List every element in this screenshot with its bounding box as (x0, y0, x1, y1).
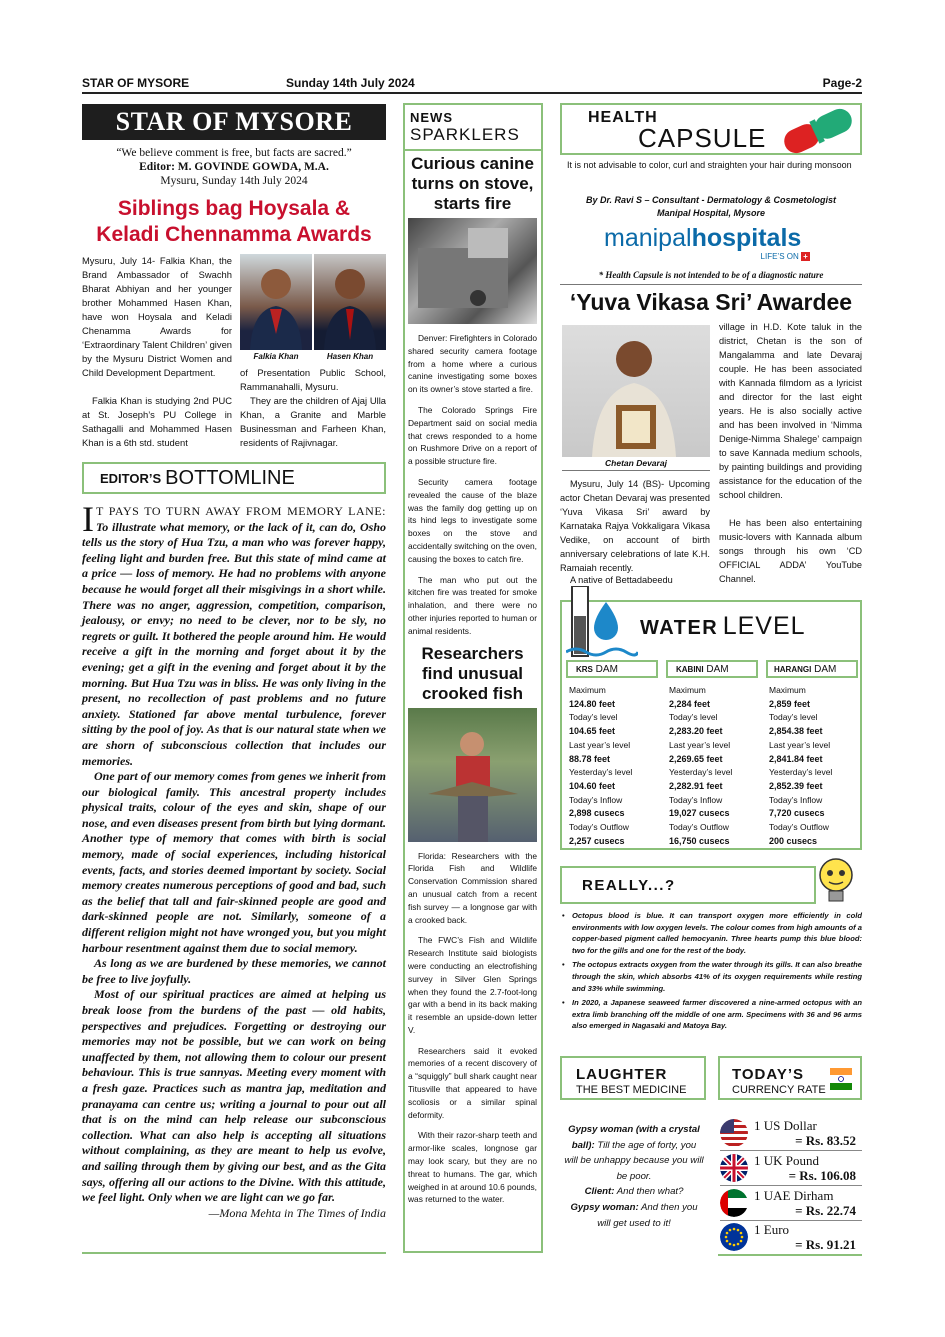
kabini-label-lastyear: Last year’s level (669, 739, 731, 750)
krs-label-inflow: Today’s Inflow (569, 794, 623, 805)
logo-tag-text: LIFE’S ON (760, 252, 799, 261)
yuva-headline: ‘Yuva Vikasa Sri’ Awardee (569, 289, 853, 315)
kabini-readings (669, 684, 759, 848)
harangi-label-inflow: Today’s Inflow (769, 794, 823, 805)
siblings-text-d: They are the children of Ajaj Ulla Khan, a Granite and Marble Businessman and Farheen Khan, residents of Rajivnagar. (240, 395, 386, 448)
header-rule (82, 92, 862, 94)
pill-capsule-icon (776, 107, 860, 155)
paper-name: STAR OF MYSORE (82, 76, 190, 90)
dateline: Mysuru, Sunday 14th July 2024 (160, 175, 308, 187)
harangi-val-inflow: 7,720 cusecs (769, 808, 825, 819)
middle-column (404, 104, 541, 1206)
page-number: Page-2 (822, 76, 862, 90)
usd-value: = Rs. 83.52 (795, 1133, 856, 1148)
siblings-text-a: Mysuru, July 14- Falkia Khan, the Brand Ambassador of Swachh Bharat Abhiyan and her younger brother Mohammed Hasen Khan, have won Hoysala and Keladi Chenamma Awards for ‘Extraordinary Talent Children’ given by the Mysuru District Women and Child Development Department. (82, 255, 232, 378)
uk-flag-icon (720, 1154, 748, 1182)
editorial-credit: —Mona Mehta in The Times of India (208, 1205, 386, 1220)
yuva-text-b: A native of Bettadabeedu (570, 575, 673, 585)
editorial-lead: T PAYS TO TURN AWAY FROM MEMORY LANE: (96, 504, 386, 518)
editorial-p4: Most of our spiritual practices are aimed at helping us break loose from the burdens of the past — old habits, perspectives and prejudices. Forgetting or destroying our memories may not be possible, but we can work on being unaffected by them, not allowing them to colour our present behaviour. This is true sannyas. Meeting every moment with a fresh gaze. Practices such as mantra jap, meditation and pranayama can centre us; writing a journal to pour out all that is on the mind can help release our subconscious collection. What can also help is accepting all situations without complaining, as they are meant to help us evolve, and sailing through them by giving our best, and as the Gita says, offering all our actions to the Divine. With this attitude, we feel light. Only when we are light can we go far. (82, 987, 386, 1205)
dam-tab-kabini (666, 660, 758, 678)
krs-label-lastyear: Last year’s level (569, 739, 631, 750)
really-item: • The octopus extracts oxygen from the water through its gills. It can also breathe through the skin, which absorbs 41% of its oxygen requirements while resting and 33% while swimming. (560, 959, 862, 994)
dam-harangi-b: DAM (814, 664, 837, 675)
siblings-headline: Siblings bag Hoysala & Keladi Chennamma Awards (96, 197, 372, 246)
dam-krs-a: KRS (576, 665, 593, 674)
siblings-story (82, 254, 386, 452)
kabini-val-outflow: 16,750 cusecs (669, 835, 730, 846)
krs-val-outflow: 2,257 cusecs (569, 835, 625, 846)
motto: “We believe comment is free, but facts are sacred.” (116, 147, 352, 159)
stove-photo-icon (408, 218, 537, 324)
manipal-logo (604, 224, 814, 264)
yuva-text-c: village in H.D. Kote taluk in the district, Chetan is the son of Mangalamma and late Devaraj couple. He has been associated with Kannada filmdom as a lyricist and director for the last eight years. He is also socially active and has been involved in ‘Nimma Denige-Nimma Shalege’ campaign to save Kannada medium schools, by painting buildings and providing assistance for the education of the school children. (719, 322, 862, 500)
issue-date: Sunday 14th July 2024 (286, 76, 415, 90)
health-label-a: HEALTH (588, 109, 658, 126)
krs-label-yesterday: Yesterday’s level (569, 767, 633, 778)
health-byline (560, 194, 862, 220)
kabini-val-today: 2,283.20 feet (669, 726, 723, 737)
water-label-b: LEVEL (722, 612, 806, 640)
story2-headline: Researchers find unusual crooked fish (421, 643, 524, 703)
really-item: • In 2020, a Japanese seaweed farmer discovered a nine-armed octopus with an extra limb branching off the middle of one arm. Specimens with 36 and 96 arms also emerged in Nagasaki and Matoya Bay. (560, 997, 862, 1032)
story1-photo (408, 218, 537, 324)
editorial-label-b: BOTTOMLINE (165, 466, 295, 489)
harangi-val-lastyear: 2,841.84 feet (769, 753, 823, 764)
kabini-val-lastyear: 2,269.65 feet (669, 753, 723, 764)
story2-p1: Florida: Researchers with the Florida Fish and Wildlife Conservation Commission shared an unusual catch from a recent fish survey — a longnose gar with a crooked back. (408, 850, 537, 925)
joke-line-3: And then you will get used to it! (597, 1201, 698, 1229)
sparklers-label-a: NEWS (410, 110, 453, 125)
health-byline-2: Manipal Hospital, Mysore (656, 208, 766, 218)
health-label (560, 103, 862, 155)
fish-photo-icon (408, 708, 537, 842)
masthead-title: STAR OF MYSORE (82, 104, 386, 140)
health-rule (560, 284, 862, 285)
logo-word-b: hospitals (691, 224, 802, 252)
logo-plus-icon: + (801, 252, 810, 261)
krs-readings (569, 684, 659, 848)
story1-p4: The man who put out the kitchen fire was treated for smoke inhalation, and there were no other injuries reported to human or animal residents. (408, 574, 537, 636)
story2-body (408, 850, 537, 1207)
kabini-label-outflow: Today’s Outflow (669, 822, 729, 833)
harangi-label-lastyear: Last year’s level (769, 739, 831, 750)
laughter-label-b: THE BEST MEDICINE (576, 1084, 687, 1096)
editor-line: Editor: M. GOVINDE GOWDA, M.A. (139, 161, 329, 173)
krs-val-today: 104.65 feet (569, 726, 616, 737)
editorial-p2: One part of our memory comes from genes we inherit from our biological family. This ancestral property includes physical traits, colour of the eyes and skin, shape of our nose, and even diseases present from birth but lying dormant. Another type of memory that comes with birth is social memory, made of social experiences, including historical events, facts, and stories deemed important by society. Social memory creates numerous perceptions of good and bad, such as the belief that tall and fair-skinned people are good and dark-skinned people are not. Similarly, someone of a different religion might not have wronged you, but you might harbour resentment against them due to social memory. (82, 769, 386, 955)
health-byline-1: By Dr. Ravi S – Consultant - Dermatology & Cosmetologist (585, 195, 837, 205)
story2-photo (408, 708, 537, 842)
harangi-readings (769, 684, 859, 848)
siblings-text-b: Falkia Khan is studying 2nd PUC at St. Joseph’s PU College in Sathagalli and Mohammed Hasen Khan is a 6th std. student (82, 395, 232, 448)
really-label-text: REALLY...? (582, 877, 676, 894)
currency-label (718, 1056, 862, 1100)
editorial-label-a: EDITOR’S (100, 470, 162, 486)
story1-p1: Denver: Firefighters in Colorado shared security camera footage from a home where a curious canine investigating some boxes on its owner’s stove started a fire. (408, 333, 537, 395)
health-text: It is not advisable to color, curl and straighten your hair during monsoon (567, 160, 852, 170)
hasen-caption: Hasen Khan (326, 352, 374, 361)
rate-row-aed (720, 1187, 862, 1221)
dam-kabini-b: DAM (706, 664, 729, 675)
bulb-mascot-icon (814, 855, 858, 909)
krs-val-yesterday: 104.60 feet (569, 780, 616, 791)
harangi-label-today: Today’s level (769, 712, 818, 723)
laughter-label-a: LAUGHTER (576, 1066, 668, 1083)
joke-speaker-3: Gypsy woman: (570, 1201, 639, 1213)
eur-unit: 1 Euro (754, 1222, 790, 1237)
currency-rule (718, 1254, 862, 1256)
siblings-text-c: of Presentation Public School, Rammanahalli, Mysuru. (240, 367, 386, 392)
kabini-label-max: Maximum (669, 685, 706, 695)
caption-rule (562, 470, 710, 471)
left-column (82, 104, 386, 1221)
falkia-photo (240, 254, 312, 350)
laughter-joke (564, 1122, 704, 1231)
story1-headline: Curious canine turns on stove, starts fire (411, 154, 534, 213)
joke-speaker-2: Client: (584, 1186, 615, 1198)
joke-line-1: Till the age of forty, you will be unhappy because you will be poor. (564, 1139, 704, 1182)
editorial-p1: To illustrate what memory, or the lack of it, can do, Osho tells us the story of Hua Tzu, a man who was forever happy, feeling light and burden free. But this state of mind came at a price — loss of memory. He had no problems with anyone because he would forget all their misgivings in a short while. There was no anger, aggression, competition, comparison, jealousy, or envy; no need to be clever, nor to be sly, no regrets or guilt. It bothered the people around him. He would receive a gift in the morning and forget about it by the evening; get a gift in the evening and forget about it by the morning. But Hua Tzu was in bliss. He was only living in the present, no recollection of past problems and no future anxiety. Stationed far above mental turbulence, forever sitting by the pool of joy. As that is our natural state when we are shorn of subconscious collection that includes our memories. (82, 519, 386, 768)
kabini-val-inflow: 19,027 cusecs (669, 808, 730, 819)
sparklers-label (404, 104, 541, 145)
kabini-val-max: 2,284 feet (669, 698, 711, 709)
yuva-text-a: Mysuru, July 14 (BS)- Upcoming actor Chetan Devaraj was presented ‘Yuva Vikasa Sri’ award by Karnataka Rajya Vokkaligara Vikasa Vedike, on account of birth anniversary celebrations of late K.H. Ramaiah recently. (560, 479, 710, 573)
krs-label-max: Maximum (569, 685, 606, 695)
logo-word-a: manipal (604, 224, 692, 252)
usd-unit: 1 US Dollar (754, 1118, 817, 1133)
water-label (640, 612, 806, 641)
harangi-val-yesterday: 2,852.39 feet (769, 780, 823, 791)
chetan-caption: Chetan Devaraj (605, 458, 667, 468)
aed-value: = Rs. 22.74 (795, 1203, 856, 1218)
hasen-photo (314, 254, 386, 350)
dam-krs-b: DAM (595, 664, 618, 675)
harangi-val-outflow: 200 cusecs (769, 835, 818, 846)
editorial-body (82, 499, 386, 1221)
india-flag-icon (830, 1068, 852, 1090)
uae-flag-icon (720, 1189, 748, 1217)
krs-label-today: Today’s level (569, 712, 618, 723)
rate-row-gbp (720, 1152, 862, 1186)
gbp-value: = Rs. 106.08 (788, 1168, 856, 1183)
rate-row-usd (720, 1117, 862, 1151)
story1-p2: The Colorado Springs Fire Department said on social media that crews responded to a home on Rushmore Drive on a report of a possible structure fire. (408, 404, 537, 467)
editorial-rule (82, 1252, 386, 1254)
krs-val-max: 124.80 feet (569, 698, 616, 709)
chetan-portrait-icon (562, 325, 710, 457)
chetan-photo (562, 325, 710, 457)
krs-label-outflow: Today’s Outflow (569, 822, 629, 833)
kabini-val-yesterday: 2,282.91 feet (669, 780, 723, 791)
falkia-caption: Falkia Khan (253, 352, 299, 361)
falkia-portrait-icon (240, 254, 312, 350)
eu-flag-icon (720, 1223, 748, 1251)
story1-p3: Security camera footage revealed the cause of the blaze was the family dog getting up on its hind legs to investigate some boxes on the stove and accidentally switching on the oven, causing the boxes to catch fire. (408, 476, 537, 564)
drop-cap: I (82, 499, 94, 539)
aed-unit: 1 UAE Dirham (754, 1188, 834, 1203)
page-header (82, 76, 862, 92)
laughter-label (560, 1056, 706, 1100)
really-label (560, 866, 816, 904)
dam-tab-harangi (766, 660, 858, 678)
krs-val-lastyear: 88.78 feet (569, 753, 611, 764)
yuva-text-d: He has been also entertaining music-lovers with Kannada album songs through his own ‘CD OFFICIAL ADDA’ YouTube Channel. (719, 518, 862, 584)
story2-p2: The FWC’s Fish and Wildlife Research Institute said biologists were conducting an electrofishing survey in Silver Glen Springs when they found the 2.7-foot-long gar with a bend in its back making it resemble an upside-down letter V. (408, 935, 537, 1035)
kabini-label-today: Today’s level (669, 712, 718, 723)
editorial-label (82, 462, 386, 494)
joke-speaker-1: Gypsy woman (with a crystal ball): (568, 1124, 700, 1151)
kabini-label-yesterday: Yesterday’s level (669, 767, 733, 778)
dam-kabini-a: KABINI (676, 665, 704, 674)
rate-row-eur (720, 1221, 862, 1255)
water-label-a: WATER (640, 617, 719, 639)
currency-label-b: CURRENCY RATE (732, 1084, 826, 1096)
harangi-label-outflow: Today’s Outflow (769, 822, 829, 833)
health-label-b: CAPSULE (638, 123, 767, 153)
harangi-label-max: Maximum (769, 685, 806, 695)
harangi-label-yesterday: Yesterday’s level (769, 767, 833, 778)
really-item: • Octopus blood is blue. It can transport oxygen more efficiently in cold environments with low oxygen levels. The colour comes from high amounts of a copper-based pigment called hemocyanin. Three hearts pump this blue blood: two for the gills and one for the rest of the body. (560, 910, 862, 956)
dam-harangi-a: HARANGI (774, 665, 812, 674)
sparklers-label-b: SPARKLERS (410, 125, 520, 144)
hasen-portrait-icon (314, 254, 386, 350)
gbp-unit: 1 UK Pound (754, 1153, 820, 1168)
editorial-p3: As long as we are burdened by these memories, we cannot be free to live joyfully. (82, 956, 386, 986)
health-disclaimer: * Health Capsule is not intended to be of a diagnostic nature (598, 270, 824, 280)
currency-label-a: TODAY’S (732, 1066, 805, 1083)
story1-body (408, 332, 537, 638)
krs-val-inflow: 2,898 cusecs (569, 808, 625, 819)
water-gauge-icon (566, 586, 638, 658)
harangi-val-today: 2,854.38 feet (769, 726, 823, 737)
story2-p3: Researchers said it evoked memories of a recent discovery of a “squiggly” bull shark caught near Titusville that appeared to have scoliosis or a similar spinal deformity. (408, 1045, 537, 1120)
dam-tab-krs (566, 660, 658, 678)
really-list (560, 910, 862, 1035)
us-flag-icon (720, 1119, 748, 1147)
joke-line-2: And then what? (616, 1186, 684, 1198)
story2-p4: With their razor-sharp teeth and armor-like scales, longnose gar may look scary, but they are no threat to humans. The gar, which weighed in at around 10.6 pounds, was returned to the water. (408, 1130, 537, 1205)
kabini-label-inflow: Today’s Inflow (669, 794, 723, 805)
logo-tagline (761, 252, 810, 261)
eur-value: = Rs. 91.21 (795, 1237, 856, 1252)
harangi-val-max: 2,859 feet (769, 698, 811, 709)
